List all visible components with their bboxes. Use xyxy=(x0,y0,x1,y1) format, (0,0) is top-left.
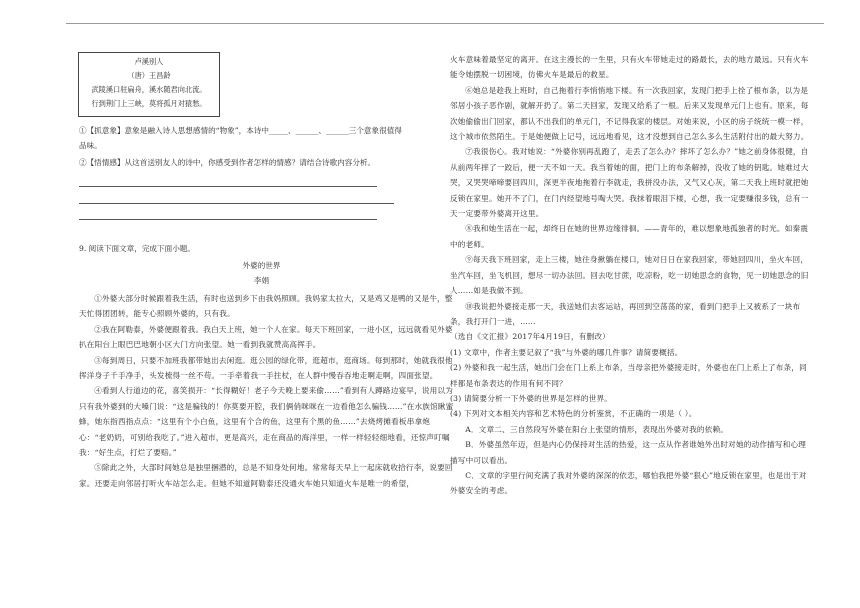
article-source: （选自《文汇报》2017年4月19日，有删改） xyxy=(450,332,610,342)
poem-box xyxy=(78,52,220,117)
poem-author: （唐）王昌龄 xyxy=(127,71,171,80)
article-title: 外婆的世界 xyxy=(242,261,281,270)
poem-line-2: 行到荆门上三峡，莫将孤月对猿愁。 xyxy=(91,99,207,108)
article-paragraph: ②我在阿勒泰，外婆便跟着我。我白天上班，她一个人在家。每天下班回家，一进小区，远远就看见外婆扒在阳台上眼巴巴地朝小区大门方向张望。她一看到我就赞高高挥手。 xyxy=(79,324,453,350)
header-rule xyxy=(66,23,824,24)
poem-question-2: ②【悟情感】从这首送别友人的诗中，你感受到作者怎样的情感？请结合诗歌内容分析。 xyxy=(79,158,376,167)
article-paragraph: ⑤除此之外，大部时间她总是独里捆潜的，总是不知身处何地。常常每天早上一起床就收拾行李，说要回家。还要走向邻居打听火车站怎么走。但她不知道阿勒泰还没通火车她只知道火车是唯一的希望， xyxy=(79,463,453,488)
article-paragraph: ③每到周日，只要不加班我都带她出去闲逛。逛公园的绿化带，逛超市，逛商场。每到那时，她就我很他挥洋身子千手净手，头发梳得一丝不苟。一手牵着我一手拄杖，在人群中慢吞吞地走啊走啊，四面张望。 xyxy=(79,355,453,381)
poem-title: 卢溪别人 xyxy=(134,57,164,66)
article-paragraph: ⑨每天我下班回家，走上三楼，她往身揪躺在楼口，她对日日在家我回家，带她回四川，坐火车回，坐汽车回，坐飞机回，想尽一切办法回。回去吃甘蔗，吃凉粉，吃一切她思念的食物，见一切她思念的旧人……如是我做不到。 xyxy=(450,255,809,296)
poem-line-1: 武陵溪口驻扁舟，溪水随君向北流。 xyxy=(91,85,207,94)
article-paragraph: ⑧我和她生活在一起，却终日在她的世界边缘徘徊。——青年的，难以想象地孤独者的时光。如秦震中的老师。 xyxy=(450,224,809,249)
question-2: (2) 外婆和我一起生活，她出门会在门上系上布条，当母亲把外婆接走时，外婆也在门上系上了布条，同样都是布条表达的作用有何不同？ xyxy=(450,363,807,388)
option-b[interactable]: B．外婆虽然年迈，但是内心仍保持对生活的热爱，这一点从作者谁她外出时对她的动作描写和心理描写中可以看出。 xyxy=(450,440,807,465)
answer-line[interactable] xyxy=(79,219,377,220)
poem-question-1-cont: 品味。 xyxy=(79,141,102,150)
article-paragraph: ⑩我说把外婆接走那一天，我送她们去客运站，再回到空荡荡的家，看到门把手上又被系了一块布条，我打开门一进，…… xyxy=(450,301,801,326)
option-a[interactable]: A．文章二、三自然段写外婆在阳台上张望的情形，表现出外婆对我的依赖。 xyxy=(465,424,729,434)
option-c[interactable]: C．文章的字里行间充满了我对外婆的深深的依恋，哪怕我把外婆“狠心”地反锁在家里，也是出于对外婆安全的考虑。 xyxy=(450,470,807,496)
poem-question-1: ①【抓意象】意象是融入诗人思想感情的“物象”，本诗中_____、______、______三个意象很值得 xyxy=(79,126,402,135)
article-right-column xyxy=(450,52,812,499)
article-paragraph: ⑥她总是趁我上班时，自己拖着行李悄悄地下楼。有一次我回家，发现门把手上拴了根布条，以为是邻居小孩子恶作剧，就解开扔了。第二天回家，发现又给系了一根。后来又发现单元门上也有。原来，每次她偷偷出门回家，都认不出我们的单元门，不记得我家的楼层。对她来说，小区的房子统统一模一样，这个城市依然陌生。于是她便做上记号，远远地看见，这才没想到自己怎么多么生活附付出的最大努力。 xyxy=(450,85,809,142)
article-paragraph: ④看到人行道边的花，喜笑损开：“长得糊好！老子今天晚上要来偷……”看到有人蹲路边宴早，说用以为只有我外婆到的大嗓门说：“这是骗钱的！你莫要开腔，我们俩俏咪咪在一边看他怎么骗钱……”在水族馆瞅蜜蜂，她东指西指点点：“这里有个小白鱼，这里有个合的鱼，这里有个黑的鱼……”去烧烤摊看板串拿炮心：“老奶奶，可别给我吃了。”进入超市，更是高兴，走在商品的海洋里，一样一样轻轻细地看，还惊声叮嘱我：“好生点，打烂了要赔。” xyxy=(79,386,454,458)
question-1: (1) 文章中，作者主要记叙了“我”与外婆的哪几件事？请简要概括。 xyxy=(450,347,683,357)
question-3: (3) 请简要分析一下外婆的世界是怎样的世界。 xyxy=(450,393,613,403)
article-author: 李娟 xyxy=(253,276,270,285)
answer-line[interactable] xyxy=(79,203,394,204)
article-paragraph: ①外婆大部分时候跟着我生活，有时也送到乡下由我妈照顾。我妈家太拉大，又是鸡又是鸭的又是牛，整天忙得团团转，能专心照顾外婆的，只有我。 xyxy=(79,294,453,319)
article-left-column xyxy=(79,291,454,491)
answer-line[interactable] xyxy=(79,186,377,187)
section-9-intro: 9. 阅读下面文章，完成下面小题。 xyxy=(79,244,195,253)
question-4: (4) 下列对文本相关内容和艺术特色的分析鉴赏，不正确的一项是（ ）。 xyxy=(450,409,697,419)
article-paragraph: 火车意味着最坚定的离开。在这主漫长的一生里，只有火车带她走过的路最长，去的地方最远。只有火车能令她摆脱一切困境，仿佛火车是最后的救星。 xyxy=(450,55,809,80)
article-paragraph: ⑦我很伤心。我对她说：“外婆你别再乱跑了，走丢了怎么办？摔坏了怎么办？”她之前身体很健，自从前两年摔了一跤后，便一天不如一天。我当着她的面，把门上的布条解掉，没收了她的钥匙。她难过大哭，又哭哭啼啼要回四川，深更半夜地拖着行李就走，我拼没办法，又气又心灰，第二天我上班时就把她反锁在家里。她开不了门，在门内经望地号啕大哭。我抹着眼泪下楼，心想，我一定要赚很多钱，总有一天一定要带外婆离开这里。 xyxy=(450,147,809,219)
